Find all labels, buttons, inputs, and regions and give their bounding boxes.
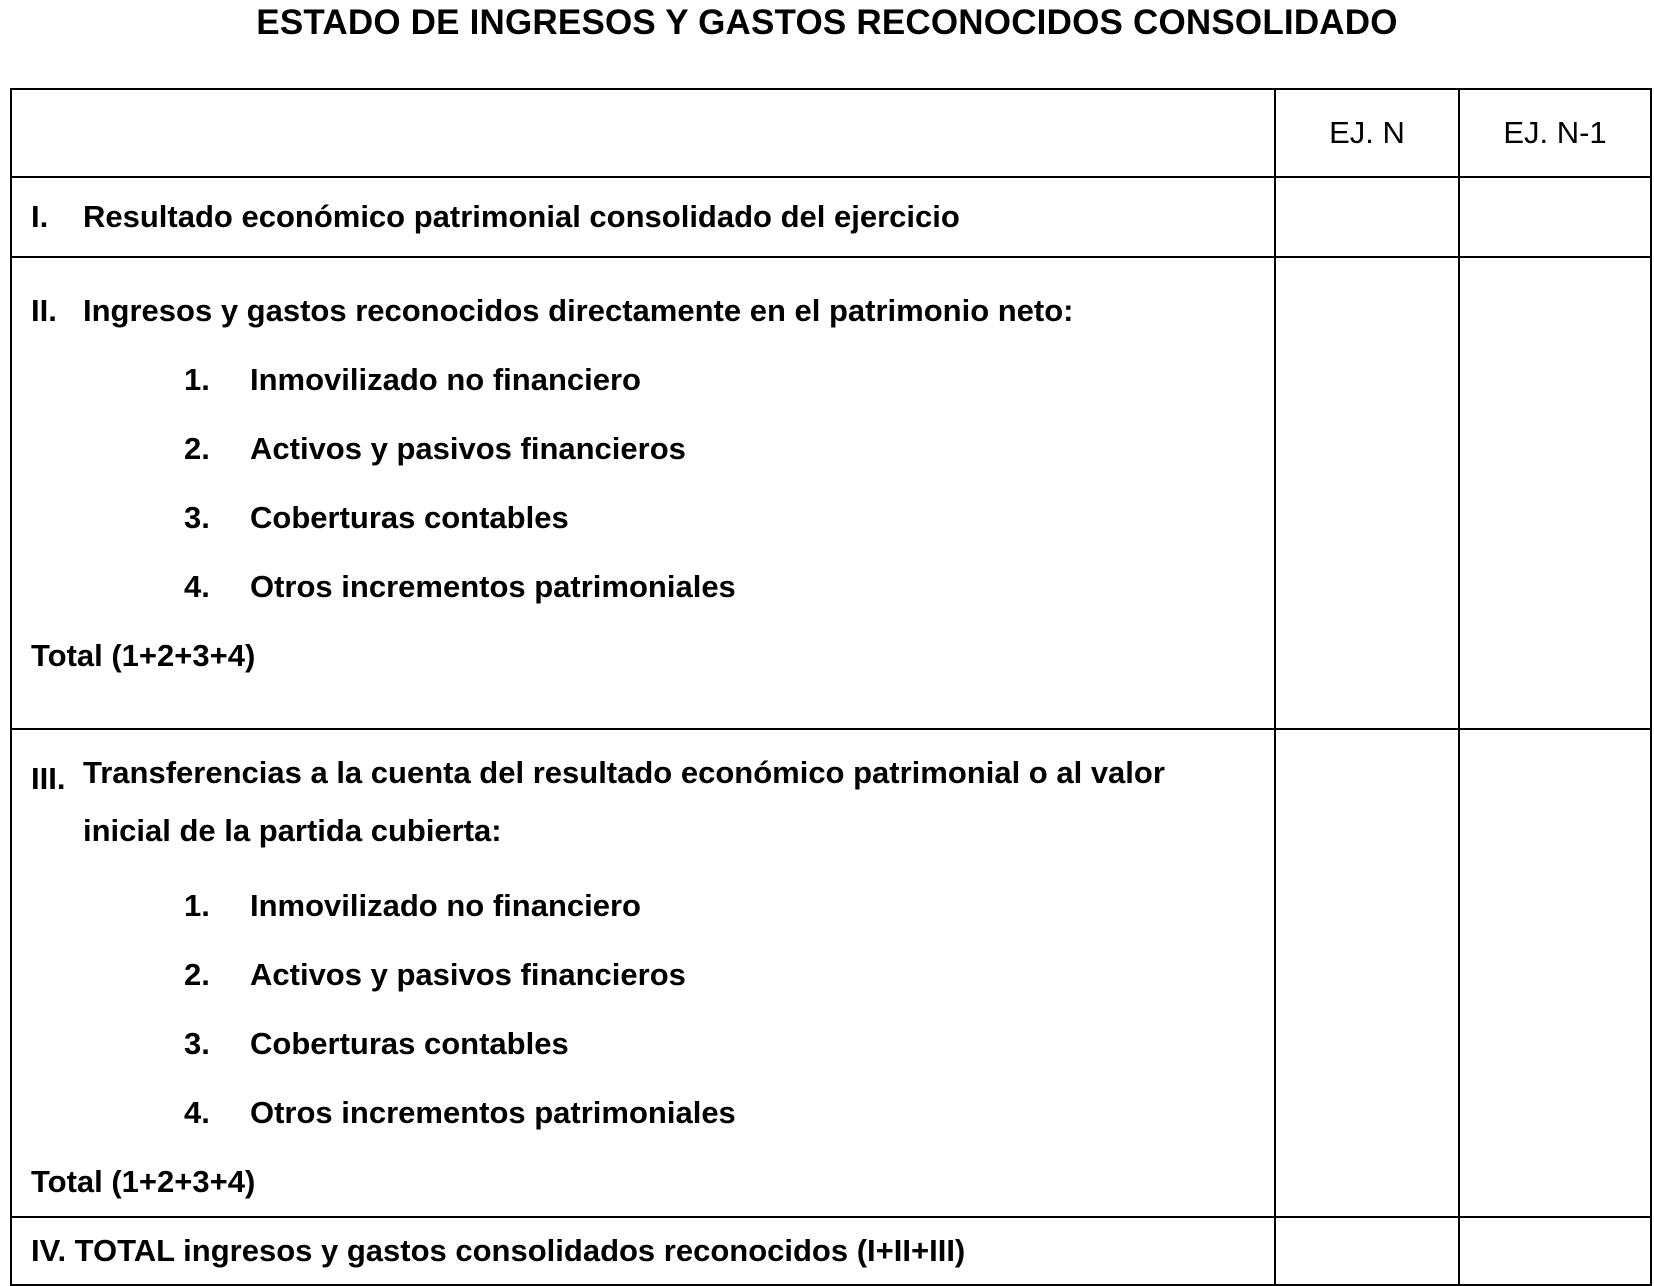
document-title: ESTADO DE INGRESOS Y GASTOS RECONOCIDOS CONSOLIDADO [256,3,1398,42]
item-number: 1. [184,888,210,923]
section-iii-item [31,1009,1254,1078]
section-iv-label: IV. TOTAL ingresos y gastos consolidados reconocidos (I+II+III) [31,1233,966,1268]
item-number: 1. [184,362,210,397]
item-label: Activos y pasivos financieros [250,431,686,466]
section-iii-number: III. [31,761,66,796]
header-row [11,89,1651,177]
item-number: 2. [184,431,210,466]
section-ii-current-year-value [1275,257,1459,729]
section-iii-row [11,729,1651,1217]
section-iii-item [31,871,1254,940]
section-iii-item [31,1078,1254,1147]
item-label: Activos y pasivos financieros [250,957,686,992]
section-ii-item [31,483,1254,552]
section-i-description [11,177,1275,257]
section-ii-item [31,414,1254,483]
item-label: Inmovilizado no financiero [250,362,641,397]
section-iv-description [11,1217,1275,1285]
item-number: 3. [184,500,210,535]
header-prior-year: EJ. N-1 [1459,89,1651,177]
item-number: 2. [184,957,210,992]
item-label: Coberturas contables [250,1026,569,1061]
section-iii-description [11,729,1275,1217]
item-label: Inmovilizado no financiero [250,888,641,923]
section-i-row [11,177,1651,257]
section-iv-prior-year-value [1459,1217,1651,1285]
item-number: 3. [184,1026,210,1061]
header-description-cell [11,89,1275,177]
section-ii-description [11,257,1275,729]
statement-table [10,88,1652,1286]
section-i-number: I. [31,199,49,234]
section-ii-prior-year-value [1459,257,1651,729]
section-iii-current-year-value [1275,729,1459,1217]
section-ii-label: Ingresos y gastos reconocidos directamente en el patrimonio neto: [83,293,1074,328]
section-iv-current-year-value [1275,1217,1459,1285]
item-label: Otros incrementos patrimoniales [250,1095,736,1130]
section-ii-row [11,257,1651,729]
section-ii-item [31,345,1254,414]
section-ii-number: II. [31,293,57,328]
section-i-prior-year-value [1459,177,1651,257]
item-number: 4. [184,569,210,604]
section-ii-item [31,552,1254,621]
item-label: Otros incrementos patrimoniales [250,569,736,604]
item-label: Coberturas contables [250,500,569,535]
section-i-label: Resultado económico patrimonial consolidado del ejercicio [83,199,960,234]
header-current-year: EJ. N [1275,89,1459,177]
section-iv-row [11,1217,1651,1285]
section-iii-item [31,940,1254,1009]
section-iii-total: Total (1+2+3+4) [31,1164,256,1199]
item-number: 4. [184,1095,210,1130]
section-iii-label: Transferencias a la cuenta del resultado económico patrimonial o al valor inicial de la partida cubierta: [83,755,1165,848]
section-ii-total: Total (1+2+3+4) [31,638,256,673]
section-i-current-year-value [1275,177,1459,257]
section-iii-prior-year-value [1459,729,1651,1217]
